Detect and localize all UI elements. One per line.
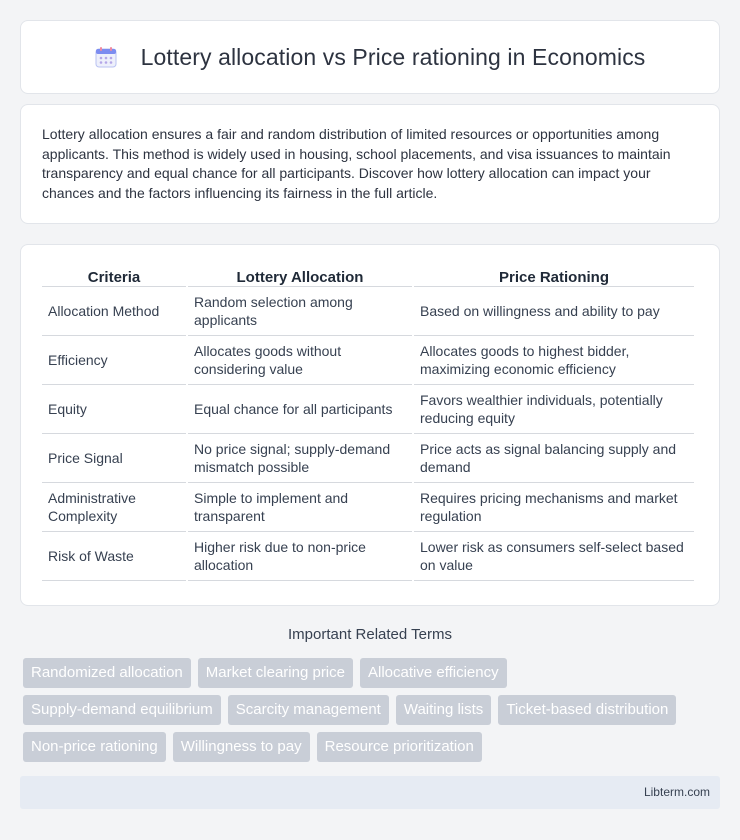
related-term-tag[interactable]: Ticket-based distribution [498,695,676,725]
table-cell: Equity [42,385,186,434]
column-header: Criteria [42,265,186,287]
table-cell: Allocation Method [42,287,186,336]
table-cell: Price Signal [42,434,186,483]
table-cell: No price signal; supply-demand mismatch possible [188,434,412,483]
table-cell: Price acts as signal balancing supply and demand [414,434,694,483]
column-header: Lottery Allocation [188,265,412,287]
calendar-icon [95,46,117,68]
table-row [42,287,694,336]
related-term-tag[interactable]: Resource prioritization [317,732,482,762]
related-terms-list [23,658,723,769]
related-term-tag[interactable]: Waiting lists [396,695,491,725]
table-cell: Simple to implement and transparent [188,483,412,532]
table-cell: Higher risk due to non-price allocation [188,532,412,581]
table-row [42,336,694,385]
table-cell: Random selection among applicants [188,287,412,336]
related-term-tag[interactable]: Supply-demand equilibrium [23,695,221,725]
table-cell: Lower risk as consumers self-select based on value [414,532,694,581]
page-title: Lottery allocation vs Price rationing in Economics [140,43,646,70]
intro-text: Lottery allocation ensures a fair and random distribution of limited resources or opportunities among applicants. This method is widely used in housing, school placements, and visa issuances to maintain transparency and equal chance for all participants. Discover how lottery allocation can impact your chances and the factors influencing its fairness in the full article. [42,126,671,201]
related-terms-heading: Important Related Terms [288,626,452,643]
table-cell: Allocates goods without considering value [188,336,412,385]
related-term-tag[interactable]: Scarcity management [228,695,389,725]
related-term-tag[interactable]: Non-price rationing [23,732,166,762]
table-cell: Risk of Waste [42,532,186,581]
comparison-table [40,265,696,581]
table-header-row [42,265,694,287]
comparison-table-card [20,244,720,606]
table-cell: Administrative Complexity [42,483,186,532]
table-cell: Favors wealthier individuals, potentially reducing equity [414,385,694,434]
footer-site-link[interactable]: Libterm.com [643,785,710,799]
table-row [42,483,694,532]
title-card [20,20,720,94]
table-row [42,385,694,434]
related-term-tag[interactable]: Market clearing price [198,658,353,688]
footer [20,776,720,809]
tag-row [23,732,723,762]
table-cell: Equal chance for all participants [188,385,412,434]
table-row [42,434,694,483]
table-cell: Based on willingness and ability to pay [414,287,694,336]
related-term-tag[interactable]: Allocative efficiency [360,658,507,688]
table-cell: Allocates goods to highest bidder, maximizing economic efficiency [414,336,694,385]
table-row [42,532,694,581]
tag-row [23,695,723,725]
table-cell: Requires pricing mechanisms and market regulation [414,483,694,532]
tag-row [23,658,723,688]
table-cell: Efficiency [42,336,186,385]
related-term-tag[interactable]: Randomized allocation [23,658,191,688]
column-header: Price Rationing [414,265,694,287]
related-term-tag[interactable]: Willingness to pay [173,732,310,762]
intro-card [20,104,720,224]
